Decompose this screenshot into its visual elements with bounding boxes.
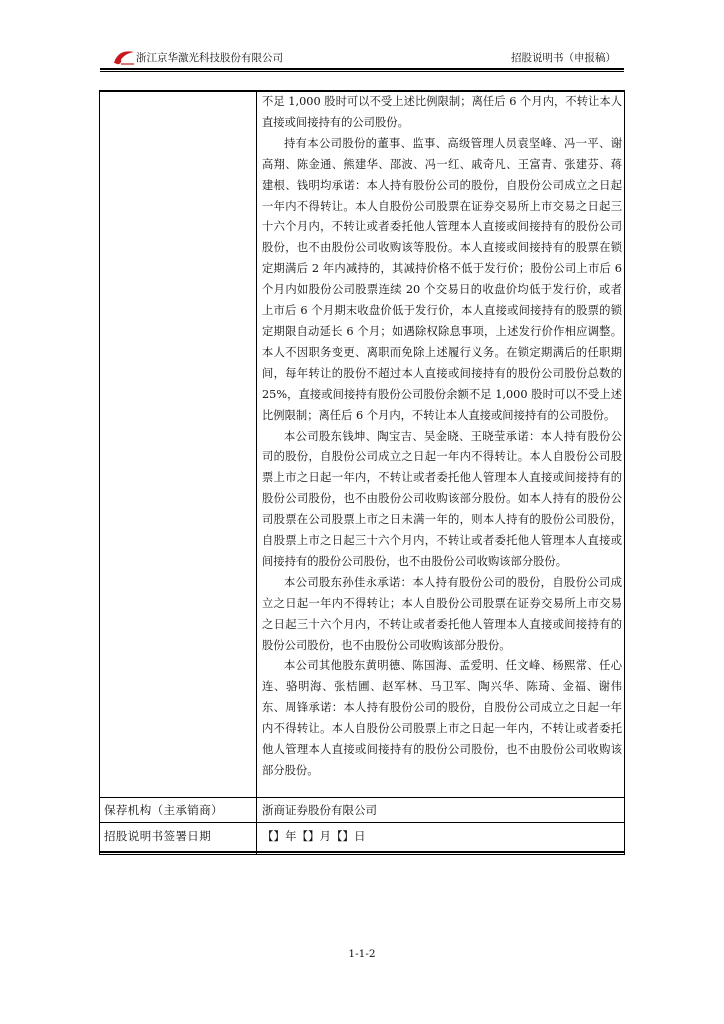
- header-rule: [100, 68, 624, 70]
- paragraph: 本公司其他股东黄明德、陈国海、孟爱明、任文峰、杨熙常、任心连、骆明海、张桔圃、赵军林、马卫军、陶兴华、陈琦、金福、谢伟东、周锋承诺：本人持有股份公司的股份，自股份公司成立之日起一年内不得转让。本人自股份公司股票上市之日起一年内，不转让或者委托他人管理本人直接或间接持有的股份公司股份，也不由股份公司收购该部分股份。: [262, 659, 622, 777]
- document-type: 招股说明书（申报稿）: [511, 52, 616, 64]
- table-right-border: [624, 90, 625, 854]
- signing-date-value: 【】年【】月【】日: [262, 829, 366, 843]
- paragraph: 本公司股东钱坤、陶宝吉、吴金晓、王晓莹承诺：本人持有股份公司的股份，自股份公司成立之日起一年内不得转让。本人自股份公司股票上市之日起一年内，不转让或者委托他人管理本人直接或间接持有的股份公司股份，也不由股份公司收购该部分股份。如本人持有的股份公司股票在公司股票上市之日未满一年的，则本人持有的股份公司股份，自股票上市之日起三十六个月内，不转让或者委托他人管理本人直接或间接持有的股份公司股份，也不由股份公司收购该部分股份。: [262, 429, 622, 568]
- paragraph: 本公司股东孙佳永承诺：本人持有股份公司的股份，自股份公司成立之日起一年内不得转让；本人自股份公司股票在证券交易所上市交易之日起三十六个月内，不转让或者委托他人管理本人直接或间接持有的股份公司股份，也不由股份公司收购该部分股份。: [262, 575, 622, 652]
- paragraph: 不足 1,000 股时可以不受上述比例限制；离任后 6 个月内，不转让本人直接或间接持有的公司股份。: [262, 95, 622, 129]
- signing-date-label: 招股说明书签署日期: [104, 829, 212, 843]
- table-bottom-border: [99, 851, 625, 853]
- sponsor-value: 浙商证券股份有限公司: [262, 803, 377, 817]
- table-bottom-border-thin: [99, 854, 625, 855]
- row-divider: [99, 797, 625, 798]
- company-name: 浙江京华激光科技股份有限公司: [136, 52, 283, 64]
- row-divider: [99, 822, 625, 823]
- page-header: [100, 47, 624, 69]
- company-logo-icon: [112, 48, 136, 66]
- paragraph: 持有本公司股份的董事、监事、高级管理人员袁坚峰、冯一平、谢高翔、陈金通、熊建华、邵波、冯一红、戚奇凡、王富青、张建芬、蒋建根、钱明均承诺：本人持有股份公司的股份，自股份公司成立之日起一年内不得转让。本人自股份公司股票在证券交易所上市交易之日起三十六个月内，不转让或者委托他人管理本人直接或间接持有的股份公司股份，也不由股份公司收购该等股份。本人直接或间接持有的股票在锁定期满后 2 年内减持的，其减持价格不低于发行价；股份公司上市后 6 个月内如股份公司股票连续 20 个交易日的收盘价均低于发行价，或者上市后 6 个月期末收盘价低于发行价，本人直接或间接持有的股票的锁定期限自动延长 6 个月；如遇除权除息事项，上述发行价作相应调整。本人不因职务变更、离职而免除上述履行义务。在锁定期满后的任职期间，每年转让的股份不超过本人直接或间接持有的股份公司股份总数的 25%，直接或间接持有股份公司股份余额不足 1,000 股时可以不受上述比例限制；离任后 6 个月内，不转让本人直接或间接持有的公司股份。: [262, 136, 622, 422]
- lockup-commitment-text: [262, 92, 622, 796]
- table-column-divider: [256, 90, 257, 854]
- header-rule-thin: [100, 71, 624, 72]
- table-left-border: [99, 90, 100, 854]
- sponsor-label: 保荐机构（主承销商）: [104, 803, 223, 817]
- page-number: 1-1-2: [348, 948, 376, 960]
